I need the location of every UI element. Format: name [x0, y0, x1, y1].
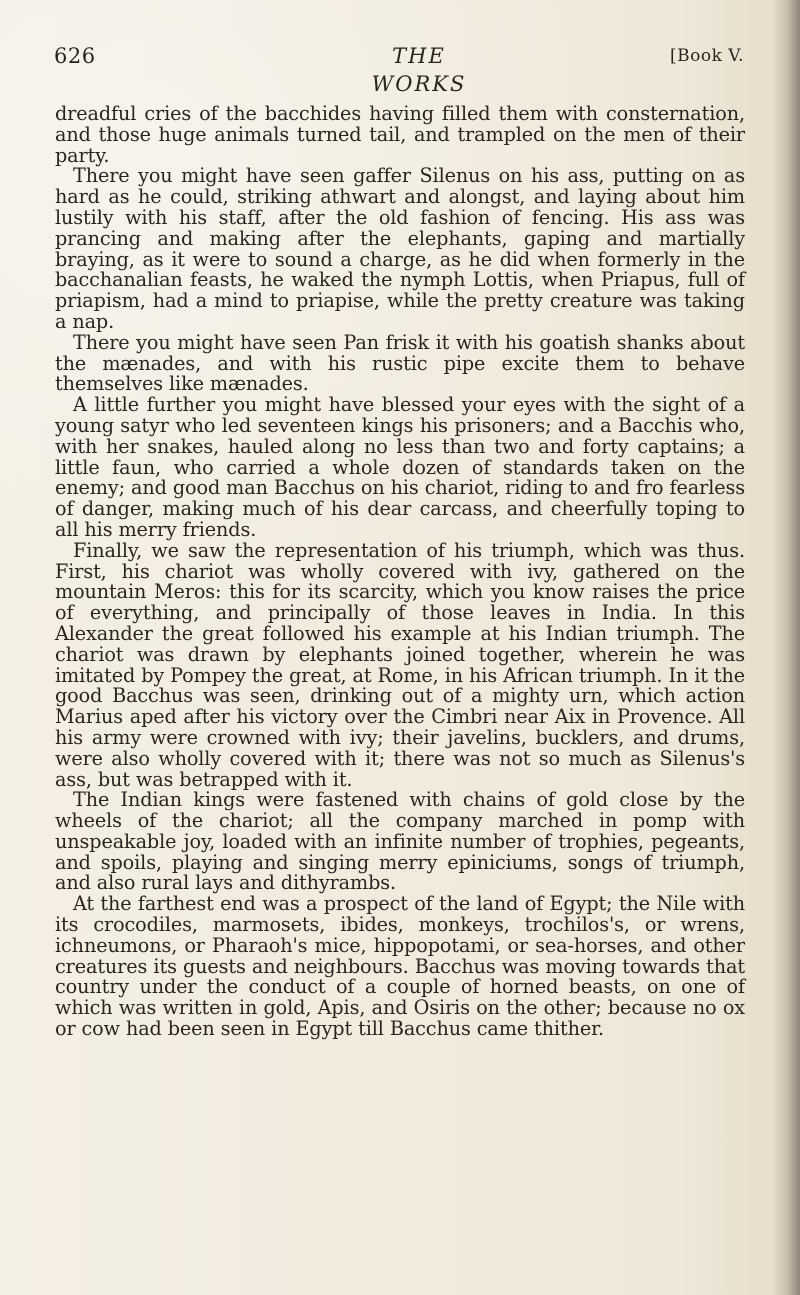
running-title: THE WORKS: [371, 44, 467, 96]
page-header: [54, 42, 744, 96]
page-number: 626: [54, 44, 96, 68]
paragraph-7: At the farthest end was a prospect of the land of Egypt; the Nile with its crocodiles, marmosets, ibides, monkeys, trochilos's, or wrens, ichneumons, or Pharaoh's mice, hippopotami, or sea-horses, and other creatures its guests and neighbours. Bacchus was moving towards that country under the conduct of a couple of horned beasts, on one of which was written in gold, Apis, and Osiris on the other; because no ox or cow had been seen in Egypt till Bacchus came thither.: [55, 892, 745, 1041]
paragraph-2: There you might have seen gaffer Silenus on his ass, putting on as hard as he could, striking athwart and alongst, and laying about him lustily with his staff, after the old fashion of fencing. His ass was prancing and making after the elephants, gaping and martially braying, as it were to sound a charge, as he did when formerly in the bacchanalian feasts, he waked the nymph Lottis, when Priapus, full of priapism, had a mind to priapise, while the pretty creature was taking a nap.: [55, 164, 745, 333]
paragraph-4: A little further you might have blessed your eyes with the sight of a young satyr who led seventeen kings his prisoners; and a Bacchis who, with her snakes, hauled along no less than two and forty captains; a little faun, who carried a whole dozen of standards taken on the enemy; and good man Bacchus on his chariot, riding to and fro fearless of danger, making much of his dear carcass, and cheerfully toping to all his merry friends.: [55, 393, 745, 541]
paragraph-6: The Indian kings were fastened with chains of gold close by the wheels of the chariot; all the company marched in pomp with unspeakable joy, loaded with an infinite number of trophies, pegeants, and spoils, playing and singing merry epiniciums, songs of triumph, and also rural lays and dithyrambs.: [55, 788, 745, 895]
page-edge-shadow: [772, 0, 800, 1295]
paragraph-3: There you might have seen Pan frisk it with his goatish shanks about the mænades, and with his rustic pipe excite them to behave themselves like mænades.: [55, 330, 745, 396]
paragraph-5: Finally, we saw the representation of his triumph, which was thus. First, his chariot was wholly covered with ivy, gathered on the mountain Meros: this for its scarcity, which you know raises the price of everything, and principally of those leaves in India. In this Alexander the great followed his example at his Indian triumph. The chariot was drawn by elephants joined together, wherein he was imitated by Pompey the great, at Rome, in his African triumph. In it the good Bacchus was seen, drinking out of a mighty urn, which action Marius aped after his victory over the Cimbri near Aix in Provence. All his army were crowned with ivy; their javelins, bucklers, and drums, were also wholly covered with it; there was not so much as Silenus's ass, but was betrapped with it.: [55, 538, 745, 791]
page-text-block: [55, 104, 745, 1040]
paragraph-1: dreadful cries of the bacchides having filled them with consternation, and those huge animals turned tail, and trampled on the men of their party.: [55, 102, 745, 167]
book-marker: [Book V.: [669, 46, 744, 66]
